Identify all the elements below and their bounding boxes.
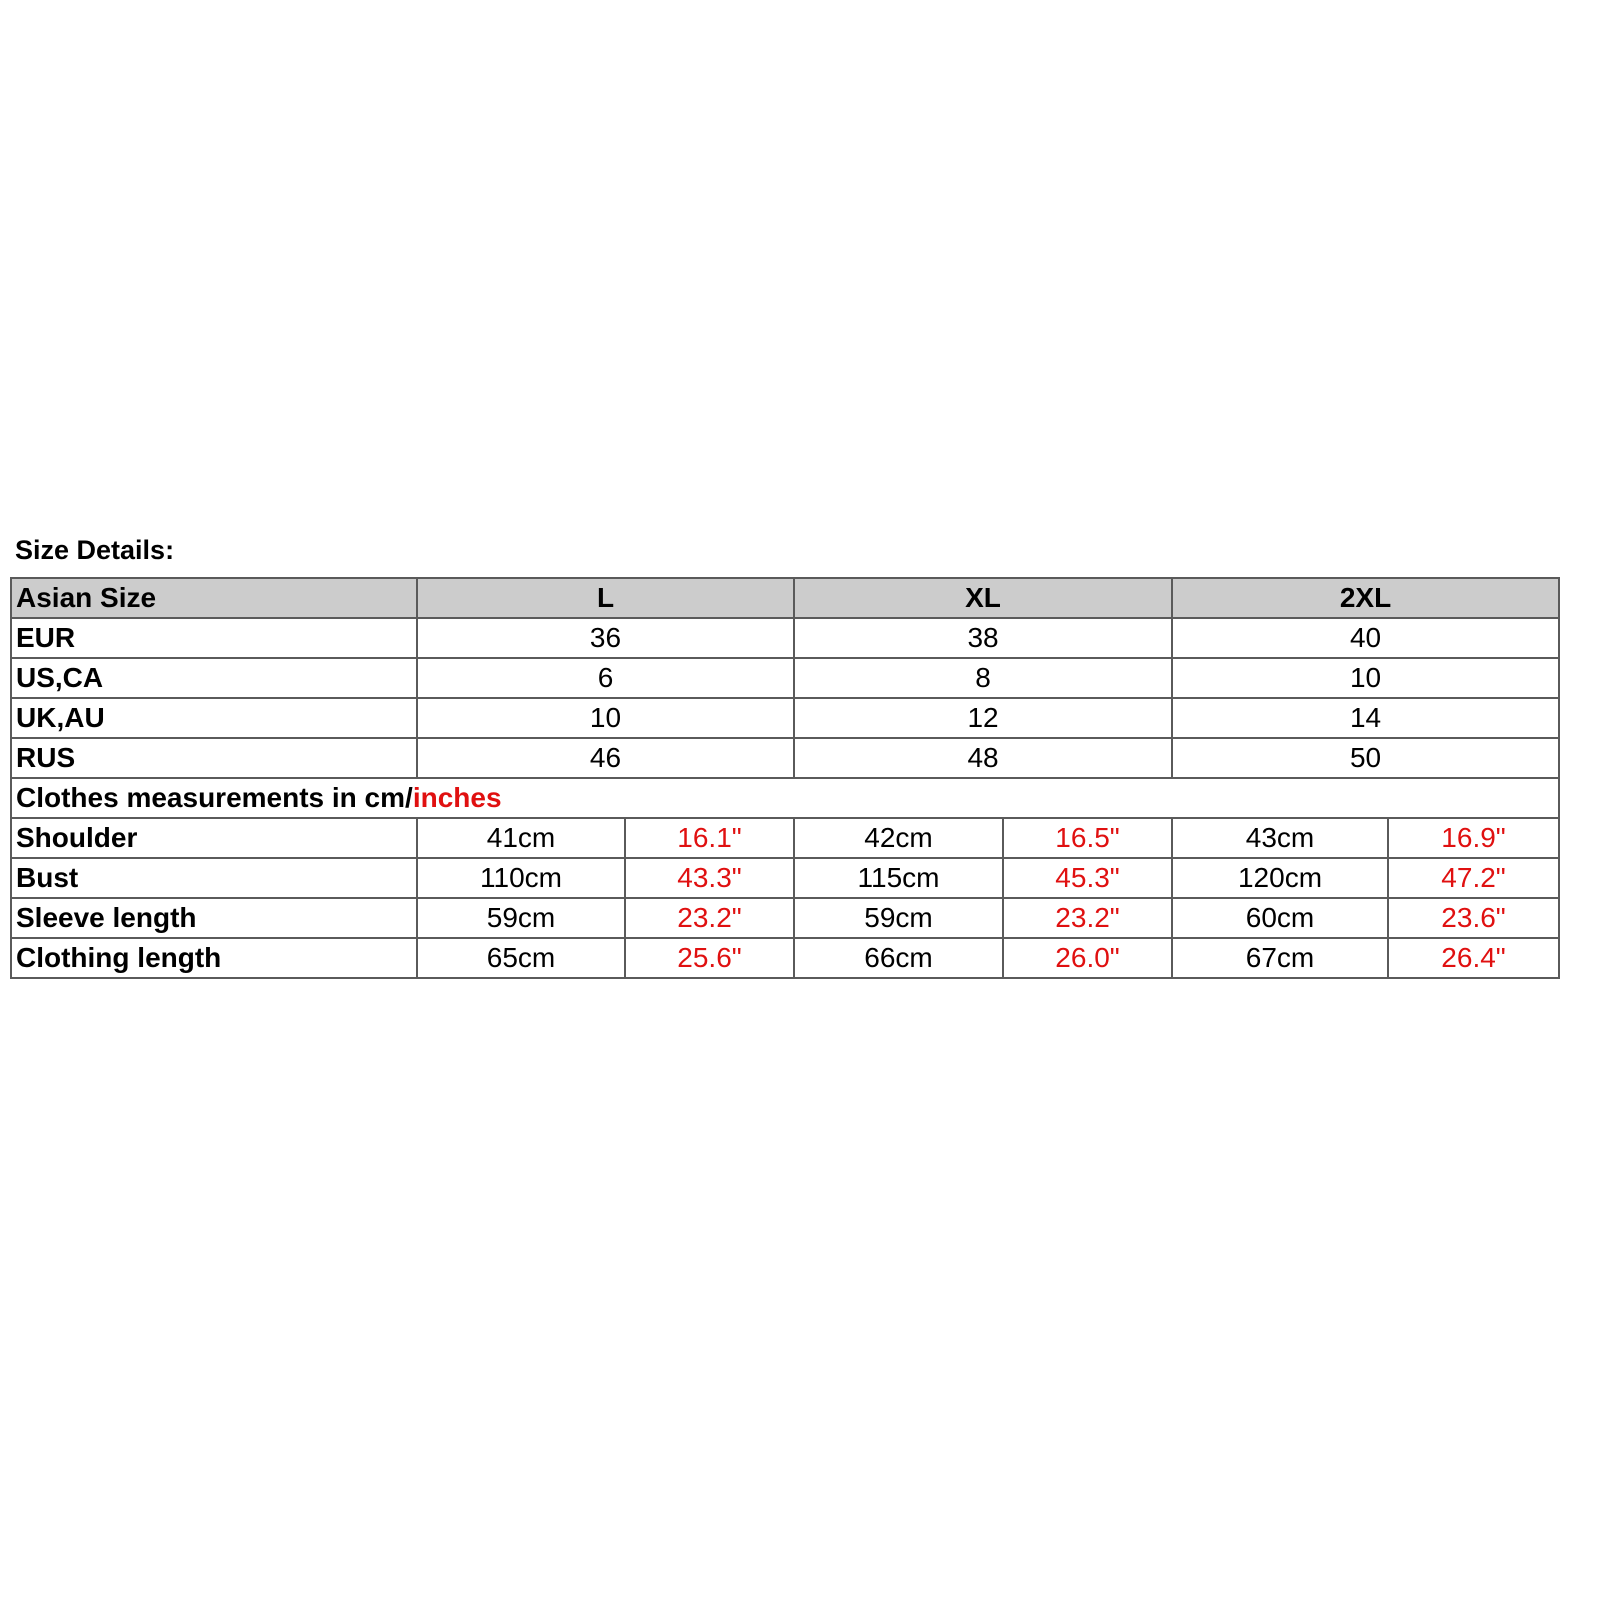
cell-inch: 45.3" [1003,858,1172,898]
cell-inch: 23.6" [1388,898,1559,938]
cell: 40 [1172,618,1559,658]
cell-cm: 115cm [794,858,1003,898]
table-row [11,698,1559,738]
cell-cm: 42cm [794,818,1003,858]
size-table [10,577,1560,979]
table-row [11,818,1559,858]
header-size-l: L [417,578,794,618]
table-header-row [11,578,1559,618]
header-size-2xl: 2XL [1172,578,1559,618]
cell-cm: 60cm [1172,898,1388,938]
cell-cm: 110cm [417,858,625,898]
cell-cm: 120cm [1172,858,1388,898]
cell-inch: 16.1" [625,818,794,858]
table-row [11,738,1559,778]
header-size-xl: XL [794,578,1172,618]
cell-inch: 26.0" [1003,938,1172,978]
row-label: RUS [11,738,417,778]
table-row [11,938,1559,978]
cell-cm: 59cm [794,898,1003,938]
row-label: Bust [11,858,417,898]
cell: 12 [794,698,1172,738]
cell: 50 [1172,738,1559,778]
cell-cm: 65cm [417,938,625,978]
row-label: Clothing length [11,938,417,978]
cell-cm: 67cm [1172,938,1388,978]
row-label: Shoulder [11,818,417,858]
measurement-header-prefix: Clothes measurements in cm/ [16,782,413,813]
cell-inch: 43.3" [625,858,794,898]
cell-inch: 26.4" [1388,938,1559,978]
cell: 6 [417,658,794,698]
cell: 48 [794,738,1172,778]
measurement-header-row [11,778,1559,818]
row-label: US,CA [11,658,417,698]
cell-inch: 23.2" [1003,898,1172,938]
cell-inch: 16.5" [1003,818,1172,858]
cell: 46 [417,738,794,778]
cell-inch: 47.2" [1388,858,1559,898]
cell: 8 [794,658,1172,698]
cell-inch: 23.2" [625,898,794,938]
cell-cm: 41cm [417,818,625,858]
cell: 10 [417,698,794,738]
table-row [11,858,1559,898]
row-label: EUR [11,618,417,658]
cell: 10 [1172,658,1559,698]
cell-inch: 25.6" [625,938,794,978]
cell: 38 [794,618,1172,658]
page-title: Size Details: [15,535,175,565]
cell-cm: 66cm [794,938,1003,978]
table-row [11,898,1559,938]
row-label: UK,AU [11,698,417,738]
measurement-header [11,778,1559,818]
table-row [11,658,1559,698]
cell-cm: 43cm [1172,818,1388,858]
cell-cm: 59cm [417,898,625,938]
header-label: Asian Size [11,578,417,618]
table-row [11,618,1559,658]
cell-inch: 16.9" [1388,818,1559,858]
measurement-header-suffix: inches [412,782,502,813]
cell: 36 [417,618,794,658]
cell: 14 [1172,698,1559,738]
row-label: Sleeve length [11,898,417,938]
